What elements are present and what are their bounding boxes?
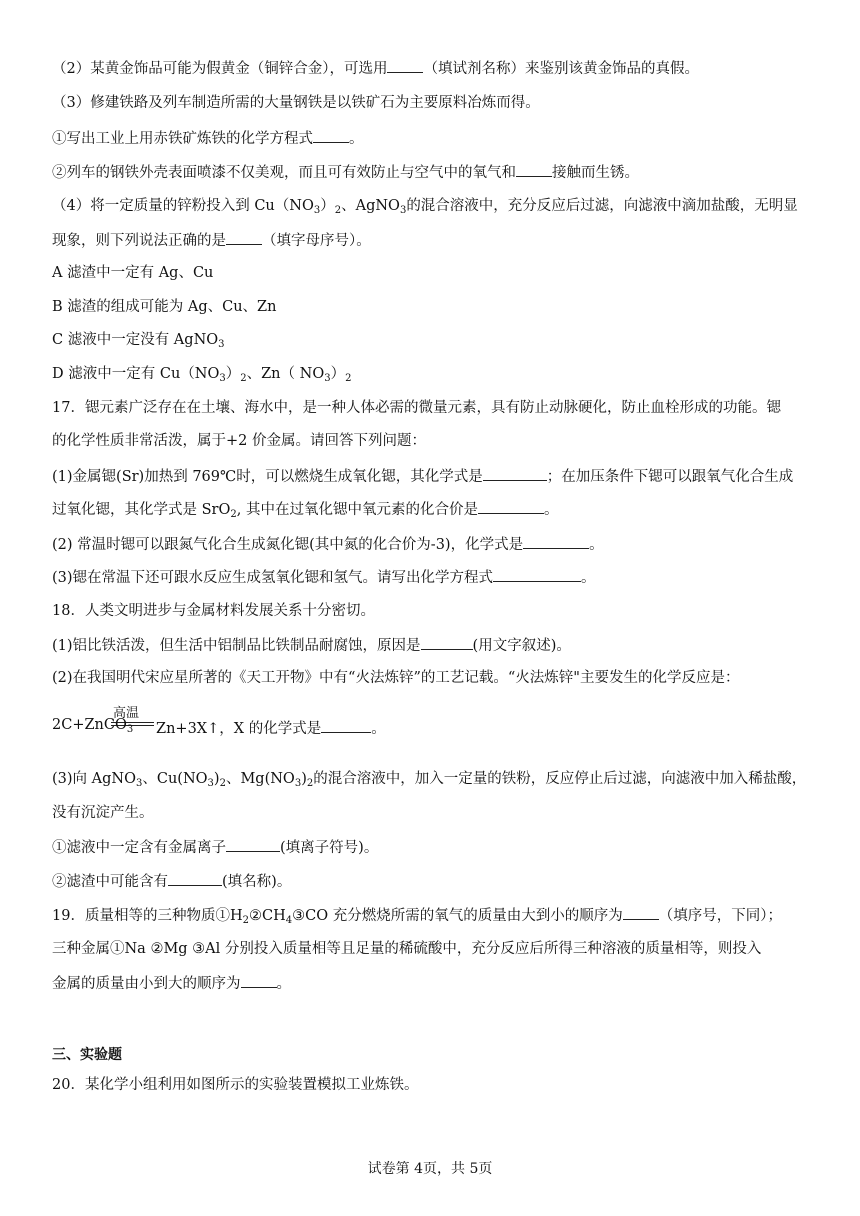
text: 。 xyxy=(276,976,291,992)
q16-part2 xyxy=(52,58,810,79)
subscript: 3 xyxy=(399,205,407,216)
text: , 其中在过氧化锶中氧元素的化合价是 xyxy=(236,502,478,518)
q18-line1: 18．人类文明进步与金属材料发展关系十分密切。 xyxy=(52,603,375,619)
text: Zn+3X↑，X 的化学式是 xyxy=(156,721,322,737)
subscript: 3 xyxy=(294,778,302,789)
q18-line7 xyxy=(52,871,810,892)
subscript: 2 xyxy=(242,915,249,926)
q16-part3-2 xyxy=(52,162,810,183)
answer-blank[interactable] xyxy=(523,534,589,549)
text: ①滤液中一定含有金属离子 xyxy=(52,840,226,856)
text: ） xyxy=(225,366,241,382)
text: ②CH xyxy=(248,908,286,924)
text: 的混合溶液中，充分反应后过滤，向滤液中滴加盐酸，无明显 xyxy=(406,198,798,214)
text: (3)向 AgNO xyxy=(52,771,136,787)
text: ②列车的钢铁外壳表面喷漆不仅美观，而且可有效防止与空气中的氧气和 xyxy=(52,165,516,181)
subscript: 3 xyxy=(135,778,143,789)
text: 、Zn（ NO xyxy=(246,366,325,382)
q17-line5 xyxy=(52,534,810,555)
text: ；在加压条件下锶可以跟氧气化合生成 xyxy=(546,469,794,485)
text: 。 xyxy=(371,721,386,737)
text: ） xyxy=(320,198,335,214)
q16-part3-1 xyxy=(52,128,810,149)
q16-part4 xyxy=(52,196,810,216)
answer-blank[interactable] xyxy=(313,128,349,143)
subscript: 3 xyxy=(207,778,214,789)
subscript: 2 xyxy=(334,205,342,216)
subscript: 3 xyxy=(218,339,225,350)
answer-blank[interactable] xyxy=(478,499,544,514)
text: (用文字叙述)。 xyxy=(472,638,571,654)
subscript: 3 xyxy=(219,373,226,384)
text: 2C+ZnCO xyxy=(52,717,127,733)
text: (填离子符号)。 xyxy=(280,840,379,856)
reaction-condition: 高温 xyxy=(113,706,140,721)
text: C 滤液中一定没有 AgNO xyxy=(52,332,219,348)
text: ） xyxy=(330,366,346,382)
text: 。 xyxy=(581,570,596,586)
subscript: 2 xyxy=(345,373,352,384)
text: (1)金属锶(Sr)加热到 769℃时，可以燃烧生成氧化锶，其化学式是 xyxy=(52,469,483,485)
text: 的混合溶液中，加入一定量的铁粉，反应停止后过滤，向滤液中加入稀盐酸， xyxy=(313,771,807,787)
subscript: 3 xyxy=(324,373,331,384)
text: 过氧化锶，其化学式是 SrO xyxy=(52,502,231,518)
option-b: B 滤渣的组成可能为 Ag、Cu、Zn xyxy=(52,299,277,315)
q20-line1: 20．某化学小组利用如图所示的实验装置模拟工业炼铁。 xyxy=(52,1077,419,1093)
option-d xyxy=(52,364,810,384)
text: 、Mg(NO xyxy=(225,771,295,787)
text: ②滤渣中可能含有 xyxy=(52,874,168,890)
subscript: 3 xyxy=(313,205,321,216)
equation-right xyxy=(156,717,386,738)
equation-left xyxy=(52,717,133,733)
answer-blank[interactable] xyxy=(623,905,659,920)
q18-line6 xyxy=(52,837,810,858)
subscript: 2 xyxy=(240,373,247,384)
text: （4）将一定质量的锌粉投入到 Cu（NO xyxy=(52,198,314,214)
page-footer: 试卷第 4页，共 5页 xyxy=(367,1161,493,1177)
q17-line4 xyxy=(52,499,810,520)
text: 现象，则下列说法正确的是 xyxy=(52,233,226,249)
text: 、Cu(NO xyxy=(142,771,208,787)
answer-blank[interactable] xyxy=(241,973,277,988)
text: (2) 常温时锶可以跟氮气化合生成氮化锶(其中氮的化合价为-3)，化学式是 xyxy=(52,537,524,553)
text: ) xyxy=(301,771,307,787)
answer-blank[interactable] xyxy=(387,58,423,73)
q17-line6 xyxy=(52,567,810,588)
text: （2）某黄金饰品可能为假黄金（铜锌合金），可选用 xyxy=(52,61,388,77)
subscript: 2 xyxy=(219,778,226,789)
q18-line3: (2)在我国明代宋应星所著的《天工开物》中有“火法炼锌”的工艺记载。“火法炼锌"主要发生的化学反应是： xyxy=(52,670,740,686)
answer-blank[interactable] xyxy=(168,871,222,886)
q18-line2 xyxy=(52,635,810,656)
q19-line3 xyxy=(52,973,810,994)
text: 。 xyxy=(543,502,559,518)
answer-blank[interactable] xyxy=(483,466,547,481)
q18-line4 xyxy=(52,769,810,789)
text: 接触而生锈。 xyxy=(552,165,639,181)
text: ) xyxy=(213,771,220,787)
text: 金属的质量由小到大的顺序为 xyxy=(52,976,241,992)
subscript: 4 xyxy=(285,915,293,926)
q19-line1 xyxy=(52,905,810,926)
option-c xyxy=(52,330,810,350)
text: (1)铝比铁活泼，但生活中铝制品比铁制品耐腐蚀，原因是 xyxy=(52,638,421,654)
subscript: 2 xyxy=(230,509,237,520)
subscript: 2 xyxy=(306,778,314,789)
text: ①写出工业上用赤铁矿炼铁的化学方程式 xyxy=(52,131,313,147)
subscript: 3 xyxy=(126,724,134,735)
text: 19．质量相等的三种物质①H xyxy=(52,908,243,924)
text: (3)锶在常温下还可跟水反应生成氢氧化锶和氢气。请写出化学方程式 xyxy=(52,570,494,586)
text: 、AgNO xyxy=(341,198,400,214)
q17-line2: 的化学性质非常活泼，属于+2 价金属。请回答下列问题： xyxy=(52,433,426,449)
text: (填名称)。 xyxy=(222,874,292,890)
text: ③CO 充分燃烧所需的氧气的质量由大到小的顺序为 xyxy=(292,908,623,924)
q17-line1: 17．锶元素广泛存在在土壤、海水中，是一种人体必需的微量元素，具有防止动脉硬化，防止血栓形成的功能。锶 xyxy=(52,400,781,416)
section-heading: 三、实验题 xyxy=(52,1047,122,1063)
answer-blank[interactable] xyxy=(226,230,262,245)
answer-blank[interactable] xyxy=(226,837,280,852)
text: 。 xyxy=(589,537,604,553)
q19-line2: 三种金属①Na ②Mg ③Al 分别投入质量相等且足量的稀硫酸中，充分反应后所得三种溶液的质量相等，则投入 xyxy=(52,941,762,957)
q17-line3 xyxy=(52,466,810,487)
q16-part3: （3）修建铁路及列车制造所需的大量钢铁是以铁矿石为主要原料冶炼而得。 xyxy=(52,95,540,111)
text: （填字母序号）。 xyxy=(262,233,371,249)
answer-blank[interactable] xyxy=(516,162,552,177)
text: D 滤液中一定有 Cu（NO xyxy=(52,366,220,382)
q16-part4-line2 xyxy=(52,230,810,251)
answer-blank[interactable] xyxy=(421,635,473,650)
text: （填试剂名称）来鉴别该黄金饰品的真假。 xyxy=(423,61,699,77)
answer-blank[interactable] xyxy=(493,567,581,582)
text: 。 xyxy=(349,131,364,147)
text: （填序号，下同）； xyxy=(658,908,782,924)
q18-line5: 没有沉淀产生。 xyxy=(52,805,154,821)
answer-blank[interactable] xyxy=(321,718,371,733)
option-a: A 滤渣中一定有 Ag、Cu xyxy=(52,265,214,281)
